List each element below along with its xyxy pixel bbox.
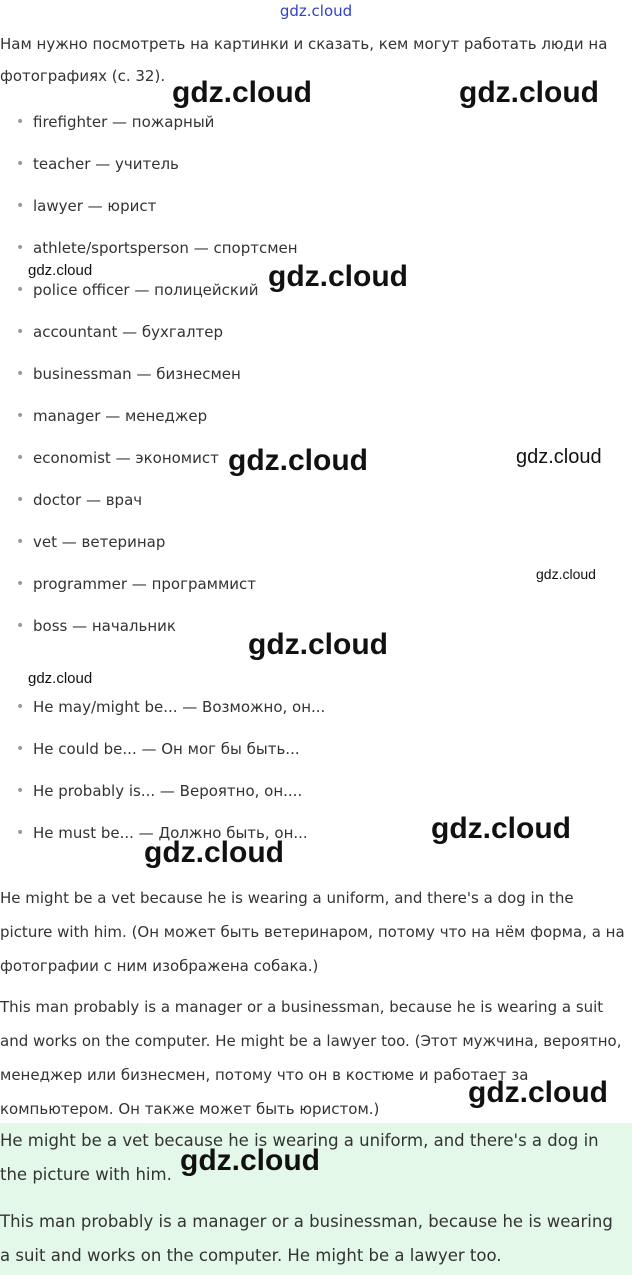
- watermark: gdz.cloud: [459, 76, 599, 109]
- bullet-icon: •: [16, 114, 25, 130]
- watermark: gdz.cloud: [468, 1076, 608, 1109]
- watermark: gdz.cloud: [228, 444, 368, 477]
- bullet-icon: •: [16, 741, 25, 757]
- paragraph-vet: He might be a vet because he is wearing a uniform, and there's a dog in the picture with him. (Он может быть ветеринаром, потому что на нём форма, а на фотографии с ним изображена собака.): [0, 889, 625, 975]
- bullet-icon: •: [16, 408, 25, 424]
- watermark: gdz.cloud: [28, 670, 93, 687]
- answer-vet: He might be a vet because he is wearing a uniform, and there's a dog in the picture with him.: [0, 1131, 599, 1184]
- bullet-icon: •: [16, 282, 25, 298]
- watermark: gdz.cloud: [248, 628, 388, 661]
- watermark: gdz.cloud: [144, 836, 284, 869]
- watermark: gdz.cloud: [431, 812, 571, 845]
- bullet-icon: •: [16, 492, 25, 508]
- bullet-icon: •: [16, 783, 25, 799]
- bullet-icon: •: [16, 240, 25, 256]
- answer-manager: This man probably is a manager or a businessman, because he is wearing a suit and works on the computer. He might be a lawyer too.: [0, 1212, 613, 1265]
- bullet-icon: •: [16, 576, 25, 592]
- bullet-icon: •: [16, 699, 25, 715]
- bullet-icon: •: [16, 450, 25, 466]
- watermark: gdz.cloud: [180, 1144, 320, 1177]
- bullet-icon: •: [16, 618, 25, 634]
- watermark: gdz.cloud: [516, 446, 602, 468]
- bullet-icon: •: [16, 366, 25, 382]
- watermark: gdz.cloud: [268, 260, 408, 293]
- watermark: gdz.cloud: [172, 76, 312, 109]
- bullet-icon: •: [16, 324, 25, 340]
- paragraph-manager: This man probably is a manager or a businessman, because he is wearing a suit and works on the computer. He might be a lawyer too. (Этот мужчина, вероятно, менеджер или бизнесмен, потому что он в костюме и работает за компьютером. Он также может быть юристом.): [0, 998, 622, 1118]
- header-watermark: gdz.cloud: [279, 2, 353, 20]
- bullet-icon: •: [16, 198, 25, 214]
- bullet-icon: •: [16, 156, 25, 172]
- watermark: gdz.cloud: [536, 566, 596, 582]
- bullet-icon: •: [16, 534, 25, 550]
- bullet-icon: •: [16, 825, 25, 841]
- intro-text: Нам нужно посмотреть на картинки и сказать, кем могут работать люди на фотографиях (с. 32).: [0, 35, 608, 85]
- watermark: gdz.cloud: [28, 262, 93, 279]
